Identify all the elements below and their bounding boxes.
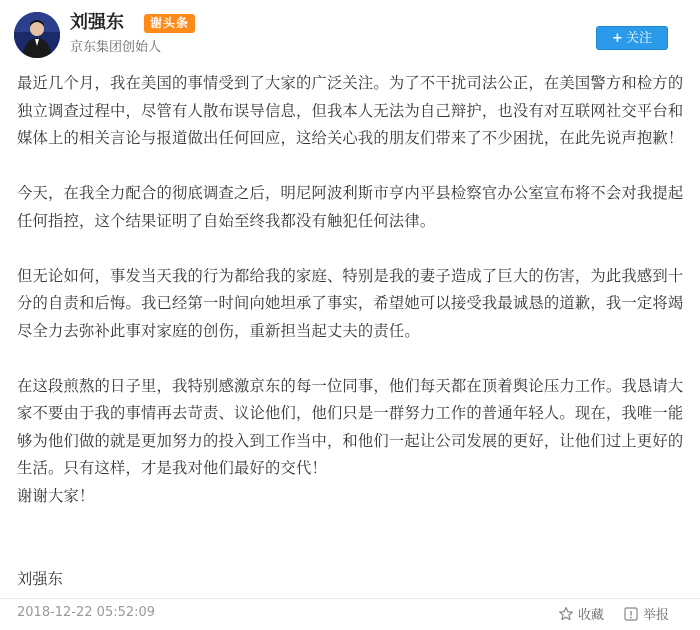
paragraph: 今天，在我全力配合的彻底调查之后，明尼阿波利斯市亨内平县检察官办公室宣布将不会对我提起任何指控，这个结果证明了自始至终我都没有触犯任何法律。	[17, 184, 684, 230]
author-title: 京东集团创始人	[70, 40, 162, 55]
author-name[interactable]: 刘强东	[70, 12, 124, 33]
thanks-line: 谢谢大家！	[17, 486, 95, 505]
report-label: 举报	[643, 608, 670, 623]
favorite-label: 收藏	[578, 608, 605, 623]
paragraph: 在这段煎熬的日子里，我特别感激京东的每一位同事，他们每天都在顶着舆论压力工作。我恳请大家不要由于我的事情再去苛责、议论他们，他们只是一群努力工作的普通年轻人。现在，我唯一能够为他们做的就是更加努力的投入到工作当中，和他们一起让公司发展的更好，让他们过上更好的生活。只有这样，才是我对他们最好的交代！	[17, 376, 684, 477]
signature: 刘强东	[17, 570, 63, 588]
paragraph: 最近几个月，我在美国的事情受到了大家的广泛关注。为了不干扰司法公正，在美国警方和检方的独立调查过程中，尽管有人散布误导信息，但我本人无法为自己辩护，也没有对互联网社交平台和媒体上的相关言论与报道做出任何回应，这给关心我的朋友们带来了不少困扰，在此先说声抱歉！	[17, 74, 684, 147]
post-timestamp: 2018-12-22 05:52:09	[17, 605, 156, 620]
divider	[0, 598, 700, 599]
report-button[interactable]	[623, 604, 669, 623]
plus-icon: +	[612, 31, 623, 46]
headline-badge: 谢头条	[144, 14, 195, 33]
star-icon	[558, 606, 574, 622]
follow-label: 关注	[625, 31, 652, 46]
favorite-button[interactable]	[558, 604, 604, 623]
post-header	[0, 0, 700, 64]
paragraph: 但无论如何，事发当天我的行为都给我的家庭、特别是我的妻子造成了巨大的伤害，为此我感到十分的自责和后悔。我已经第一时间向她坦承了事实，希望她可以接受我最诚恳的道歉，我一定将竭尽全力去弥补此事对家庭的创伤，重新担当起丈夫的责任。	[17, 266, 684, 340]
avatar-image	[14, 12, 60, 58]
avatar[interactable]	[14, 12, 60, 58]
follow-button[interactable]	[596, 26, 668, 50]
report-icon	[623, 606, 639, 622]
post-content	[17, 70, 685, 510]
